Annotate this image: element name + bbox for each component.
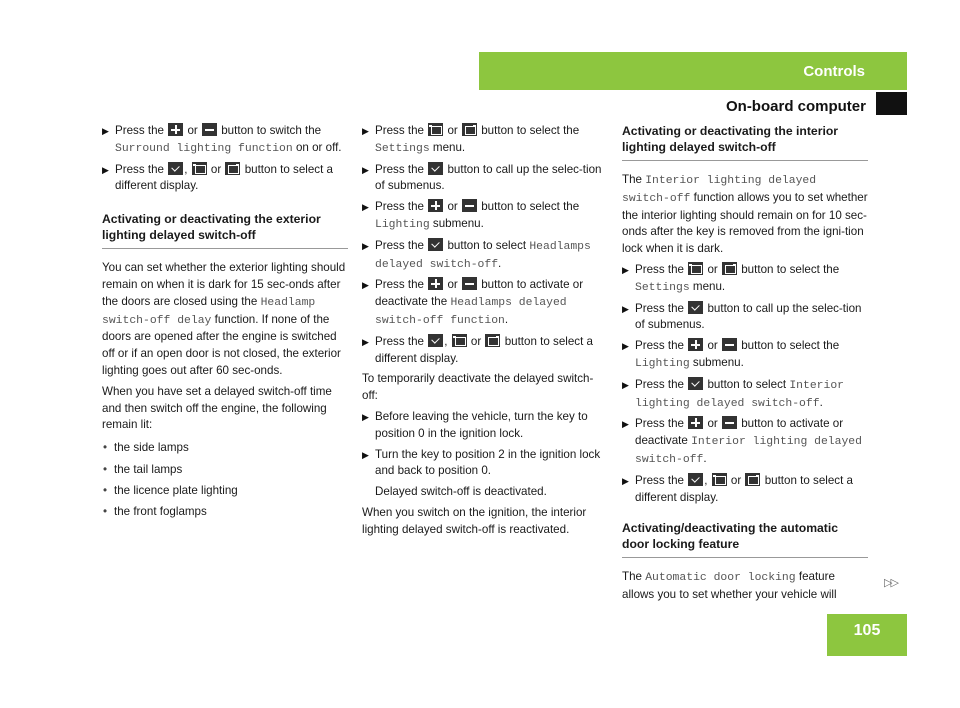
step: ▶ Press the button to call up the selec-tion of submenus.: [362, 162, 602, 193]
step: ▶ Press the button to call up the selec-tion of submenus.: [622, 301, 862, 332]
list-item: • the side lamps: [102, 440, 348, 457]
step-arrow-icon: ▶: [622, 419, 629, 430]
step: ▶ Press the , or button to select a different display.: [102, 162, 333, 193]
step-arrow-icon: ▶: [622, 303, 629, 314]
paragraph: When you have set a delayed switch-off time and then switch off the engine, the following remain lit:: [102, 384, 332, 432]
page-number: 105: [853, 622, 881, 639]
step-arrow-icon: ▶: [362, 411, 369, 422]
step: ▶ Press the or button to activate or deactivate Interior lighting delayed switch-off.: [622, 417, 862, 466]
minus-button-icon: [462, 199, 477, 212]
section-tab-marker: [876, 92, 907, 115]
step: ▶ Turn the key to position 2 in the ignition lock and back to position 0.: [362, 447, 601, 478]
list-item: • the licence plate lighting: [102, 483, 348, 500]
step-arrow-icon: ▶: [362, 280, 369, 291]
continued-arrow-icon: ▷▷: [884, 577, 897, 589]
display-next-button-icon: [722, 262, 737, 275]
step-arrow-icon: ▶: [622, 264, 629, 275]
minus-button-icon: [202, 123, 217, 136]
section-title: Controls: [803, 63, 865, 80]
bullet-dot-icon: •: [103, 441, 108, 455]
check-button-icon: [168, 162, 183, 175]
plus-button-icon: [168, 123, 183, 136]
paragraph: The Automatic door locking feature allows you to set whether your vehicle will: [622, 570, 837, 602]
paragraph: You can set whether the exterior lighting should remain on when it is dark for 15 sec-onds after the doors are closed using the Headlamp switch-off delay function. If none of the doors are opened after the engine is switched off or if an open door is not closed, the exterior lighting goes out after 60 sec-onds.: [102, 261, 346, 377]
minus-button-icon: [462, 277, 477, 290]
minus-button-icon: [722, 416, 737, 429]
plus-button-icon: [428, 277, 443, 290]
paragraph: To temporarily deactivate the delayed switch-off:: [362, 372, 594, 403]
step: ▶ Press the , or button to select a different display.: [362, 334, 593, 365]
paragraph: When you switch on the ignition, the interior lighting delayed switch-off is reactivated.: [362, 505, 587, 536]
step: ▶ Before leaving the vehicle, turn the key to position 0 in the ignition lock.: [362, 409, 588, 440]
step-arrow-icon: ▶: [102, 126, 109, 136]
step: ▶ Press the or button to select the Lighting submenu.: [362, 200, 580, 231]
step: ▶ Press the or button to select the Lighting submenu.: [622, 339, 840, 370]
step: ▶ Press the button to select Interior lighting delayed switch-off.: [622, 377, 845, 410]
section-heading: Activating/deactivating the automatic door locking feature: [622, 520, 868, 558]
subsection-title: On-board computer: [725, 98, 866, 115]
step-arrow-icon: ▶: [362, 240, 369, 251]
paragraph: Delayed switch-off is deactivated.: [375, 485, 547, 499]
step-arrow-icon: ▶: [362, 126, 369, 136]
column-2: [362, 123, 608, 543]
list-item: • the tail lamps: [102, 462, 348, 479]
display-prev-button-icon: [712, 473, 727, 486]
step-arrow-icon: ▶: [362, 336, 369, 347]
step: ▶ Press the , or button to select a different display.: [622, 473, 853, 504]
step-arrow-icon: ▶: [622, 475, 629, 486]
check-button-icon: [428, 162, 443, 175]
list-item: • the front foglamps: [102, 504, 348, 521]
bullet-dot-icon: •: [103, 505, 108, 519]
check-button-icon: [428, 334, 443, 347]
display-prev-button-icon: [428, 123, 443, 136]
step-arrow-icon: ▶: [362, 202, 369, 213]
step-arrow-icon: ▶: [362, 164, 369, 175]
page-number-box: [827, 614, 907, 656]
display-next-button-icon: [225, 162, 240, 175]
step: ▶ Press the or button to activate or deactivate the Headlamps delayed switch-off function.: [362, 278, 584, 327]
check-button-icon: [688, 301, 703, 314]
step-arrow-icon: ▶: [362, 449, 369, 460]
display-prev-button-icon: [192, 162, 207, 175]
section-heading: Activating or deactivating the exterior lighting delayed switch-off: [102, 211, 348, 249]
step: ▶ Press the or button to switch the Surround lighting function on or off.: [102, 124, 342, 155]
display-prev-button-icon: [688, 262, 703, 275]
step-arrow-icon: ▶: [622, 379, 629, 390]
step: ▶ Press the or button to select the Settings menu.: [362, 124, 580, 155]
column-1: [102, 123, 348, 526]
check-button-icon: [688, 473, 703, 486]
step: ▶ Press the or button to select the Settings menu.: [622, 262, 840, 294]
display-next-button-icon: [485, 334, 500, 347]
plus-button-icon: [688, 416, 703, 429]
plus-button-icon: [428, 199, 443, 212]
bullet-dot-icon: •: [103, 462, 108, 476]
paragraph: The Interior lighting delayed switch-off function allows you to set whether the interior lighting should remain on for 10 sec-onds after the key is removed from the igni-tion lock when it is dark.: [622, 173, 868, 256]
section-header-bar: [479, 52, 907, 90]
bullet-dot-icon: •: [103, 483, 108, 497]
section-heading: Activating or deactivating the interior lighting delayed switch-off: [622, 123, 868, 161]
minus-button-icon: [722, 338, 737, 351]
step-arrow-icon: ▶: [622, 341, 629, 352]
step-arrow-icon: ▶: [102, 164, 109, 175]
step: ▶ Press the button to select Headlamps delayed switch-off.: [362, 238, 591, 271]
column-3: [622, 123, 868, 608]
display-next-button-icon: [462, 123, 477, 136]
display-next-button-icon: [745, 473, 760, 486]
check-button-icon: [688, 377, 703, 390]
check-button-icon: [428, 238, 443, 251]
display-prev-button-icon: [452, 334, 467, 347]
plus-button-icon: [688, 338, 703, 351]
